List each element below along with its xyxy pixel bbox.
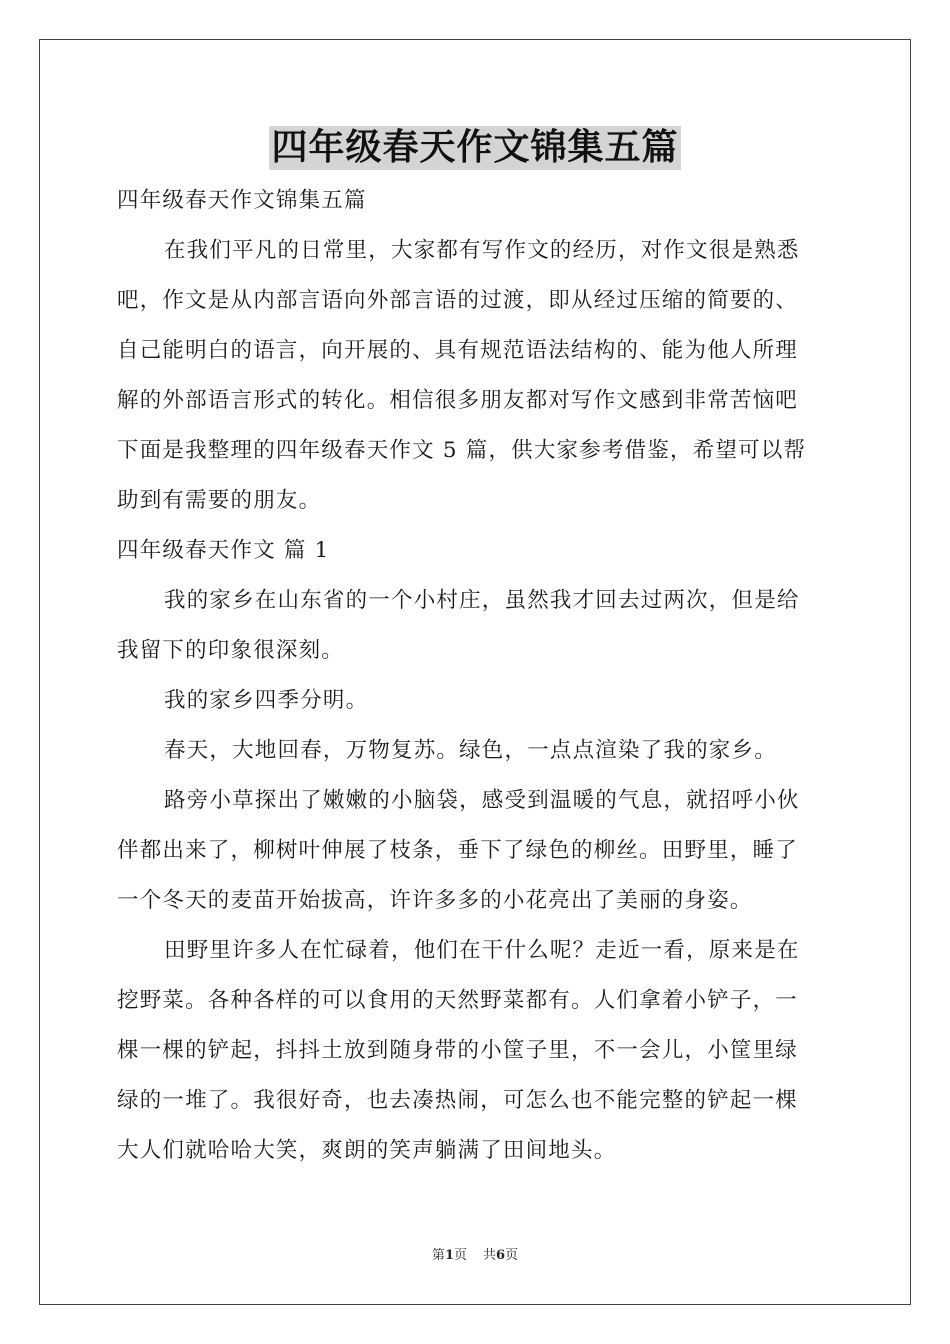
footer-total-pages: 6 [496,1248,506,1263]
page-footer [0,1247,950,1265]
text-line: 自己能明白的语言，向开展的、具有规范语法结构的、能为他人所理 [117,338,799,363]
text-line: 路旁小草探出了嫩嫩的小脑袋，感受到温暖的气息，就招呼小伙 [164,788,800,813]
text-line: 一个冬天的麦苗开始拔高，许许多多的小花亮出了美丽的身姿。 [117,888,753,913]
text-line: 我留下的印象很深刻。 [117,638,345,663]
text-line: 棵一棵的铲起，抖抖土放到随身带的小筐子里，不一会儿，小筐里绿 [117,1038,799,1063]
text-line: 在我们平凡的日常里，大家都有写作文的经历，对作文很是熟悉 [164,238,800,263]
footer-total-prefix: 共 [483,1248,497,1263]
title-container [0,126,950,170]
document-subtitle-line: 四年级春天作文锦集五篇 [117,188,367,213]
footer-page-prefix: 第 [431,1248,445,1263]
text-line: 春天，大地回春，万物复苏。绿色，一点点渲染了我的家乡。 [164,738,777,763]
text-line: 吧，作文是从内部言语向外部言语的过渡，即从经过压缩的简要的、 [117,288,799,313]
text-line: 我的家乡四季分明。 [164,688,369,713]
text-line: 大人们就哈哈大笑，爽朗的笑声躺满了田间地头。 [117,1138,617,1163]
document-body [117,176,833,1176]
footer-current-page: 1 [444,1248,454,1263]
text-line: 我的家乡在山东省的一个小村庄，虽然我才回去过两次，但是给 [164,588,800,613]
text-line: 绿的一堆了。我很好奇，也去凑热闹，可怎么也不能完整的铲起一棵 [117,1088,799,1113]
text-line: 伴都出来了，柳树叶伸展了枝条，垂下了绿色的柳丝。田野里，睡了 [117,838,799,863]
footer-total-suffix: 页 [505,1248,519,1263]
text-line: 下面是我整理的四年级春天作文 5 篇，供大家参考借鉴，希望可以帮 [117,438,807,463]
document-title: 四年级春天作文锦集五篇 [271,127,679,168]
text-line: 解的外部语言形式的转化。相信很多朋友都对写作文感到非常苦恼吧 [117,388,799,413]
footer-page-suffix: 页 [453,1248,467,1263]
text-line: 挖野菜。各种各样的可以食用的天然野菜都有。人们拿着小铲子，一 [117,988,799,1013]
text-line: 田野里许多人在忙碌着，他们在干什么呢？走近一看，原来是在 [164,938,800,963]
text-line: 四年级春天作文 篇 1 [117,538,330,563]
text-line: 助到有需要的朋友。 [117,488,322,513]
